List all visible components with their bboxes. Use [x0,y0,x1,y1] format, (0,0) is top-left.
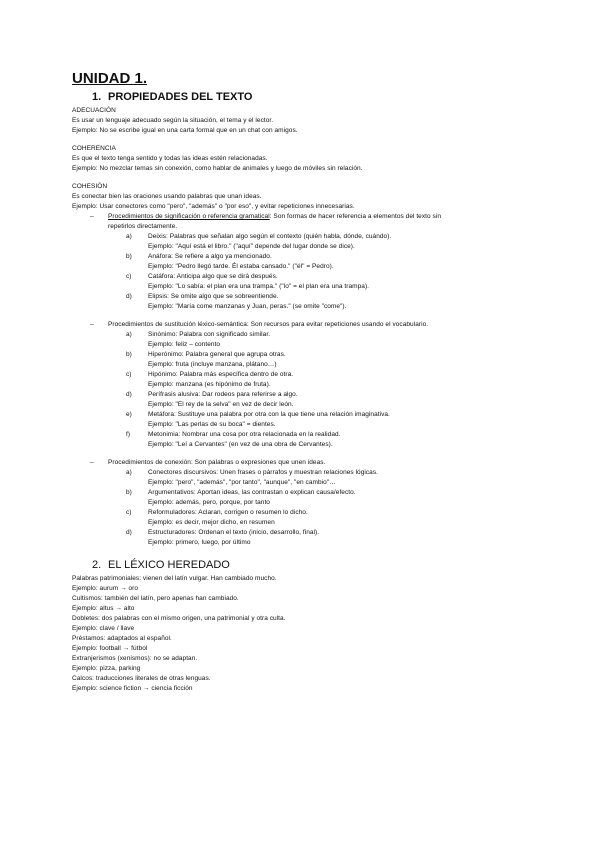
group-description: Procedimientos de conexión: Son palabras o expresiones que unen ideas. [108,459,326,466]
item-marker: b) [126,253,132,260]
unit-title: UNIDAD 1. [72,70,148,87]
lexico-example: Ejemplo: aurum → oro [72,585,139,592]
lexico-item: Calcos: traducciones literales de otras lenguas. [72,675,211,682]
lexico-example: Ejemplo: science fiction → ciencia ficción [72,685,193,692]
adecuacion-heading: ADECUACIÓN [72,107,116,114]
section-1-title: PROPIEDADES DEL TEXTO [108,91,253,103]
item-marker: b) [126,351,132,358]
lexico-example: Ejemplo: clave / llave [72,625,135,632]
item-text: Anáfora: Se refiere a algo ya mencionado. [148,253,272,260]
list-item [72,330,540,340]
item-text: Argumentativos: Aportan ideas, las contrastan o explican causa/efecto. [148,489,356,496]
item-text: Metáfora: Sustituye una palabra por otra con la que tiene una relación imaginativa. [148,411,390,418]
item-marker: f) [126,431,131,438]
item-example: Ejemplo: primero, luego, por último [148,539,251,546]
item-example: Ejemplo: además, pero, porque, por tanto [148,499,270,506]
item-text: Perífrasis alusiva: Dar rodeos para referirse a algo. [148,391,298,398]
adecuacion-definition: Es usar un lenguaje adecuado según la situación, el tema y el lector. [72,117,274,124]
item-marker: c) [126,509,132,516]
item-example: Ejemplo: "Aquí está el libro." ("aquí" depende del lugar donde se dice). [148,243,355,250]
section-1-heading [92,90,540,104]
item-text: Deixis: Palabras que señalan algo según el contexto (quién habla, dónde, cuándo). [148,233,392,240]
cohesion-group-conexion [72,458,540,468]
lexico-item: Cultismos: también del latín, pero apenas han cambiado. [72,595,239,602]
list-item [72,488,540,498]
lexico-item: Extranjerismos (xenismos): no se adaptan. [72,655,198,662]
lexico-example: Ejemplo: altus → alto [72,605,135,612]
item-text: Hipónimo: Palabra más específica dentro de otra. [148,371,294,378]
dash-bullet: – [90,321,94,328]
item-example: Ejemplo: feliz – contento [148,341,221,348]
list-item [72,232,540,242]
item-example: Ejemplo: "Las perlas de su boca" = dientes. [148,421,276,428]
dash-bullet: – [90,459,94,466]
list-item [72,292,540,302]
group-description: Procedimientos de sustitución léxico-semántica: Son recursos para evitar repeticiones usando el vocabulario. [108,321,429,328]
item-marker: c) [126,273,132,280]
item-marker: d) [126,529,132,536]
item-marker: b) [126,489,132,496]
cohesion-example: Ejemplo: Usar conectores como "pero", "además" o "por eso", y evitar repeticiones innecesarias. [72,203,355,210]
item-marker: a) [126,233,132,240]
section-2-heading [92,558,540,572]
item-example: Ejemplo: "El rey de la selva" en vez de decir león. [148,401,294,408]
list-item [72,370,540,380]
group-description: : Son formas de hacer referencia a elementos del texto sin [269,213,441,220]
item-marker: a) [126,469,132,476]
list-item [72,252,540,262]
item-example: Ejemplo: manzana (es hipónimo de fruta). [148,381,271,388]
group-lead: Procedimientos de significación o referencia gramatical [108,213,270,220]
lexico-item: Palabras patrimoniales: vienen del latín vulgar. Han cambiado mucho. [72,575,277,582]
item-example: Ejemplo: "Lo sabía: el plan era una trampa." ("lo" = el plan era una trampa). [148,283,370,290]
list-item [72,272,540,282]
list-item [72,508,540,518]
lexico-item: Dobletes: dos palabras con el mismo origen, una patrimonial y otra culta. [72,615,286,622]
list-item [72,410,540,420]
item-text: Metonimia: Nombrar una cosa por otra relacionada en la realidad. [148,431,341,438]
item-marker: a) [126,331,132,338]
dash-bullet: – [90,213,94,220]
cohesion-group-significacion [72,212,540,222]
adecuacion-example: Ejemplo: No se escribe igual en una carta formal que en un chat con amigos. [72,127,298,134]
cohesion-heading: COHESIÓN [72,183,108,190]
item-example: Ejemplo: fruta (incluye manzana, plátano…) [148,361,277,368]
cohesion-definition: Es conectar bien las oraciones usando palabras que unan ideas. [72,193,262,200]
group-description-continued: repetirlos directamente. [108,223,178,230]
item-text: Conectores discursivos: Unen frases o párrafos y muestran relaciones lógicas. [148,469,379,476]
item-text: Elipsis: Se omite algo que se sobreentiende. [148,293,279,300]
item-example: Ejemplo: "pero", "además", "por tanto", "aunque", "en cambio"… [148,479,336,486]
item-marker: c) [126,371,132,378]
item-marker: d) [126,391,132,398]
item-example: Ejemplo: "María come manzanas y Juan, peras." (se omite "come"). [148,303,347,310]
section-2-title: EL LÉXICO HEREDADO [108,559,230,571]
coherencia-example: Ejemplo: No mezclar temas sin conexión, como hablar de animales y luego de móviles sin relación. [72,165,363,172]
section-1-number: 1. [92,91,102,103]
list-item [72,528,540,538]
item-marker: d) [126,293,132,300]
lexico-example: Ejemplo: pizza, parking [72,665,141,672]
item-text: Sinónimo: Palabra con significado similar. [148,331,271,338]
list-item [72,390,540,400]
coherencia-definition: Es que el texto tenga sentido y todas las ideas estén relacionadas. [72,155,268,162]
list-item [72,468,540,478]
section-2-number: 2. [92,559,102,571]
lexico-item: Préstamos: adaptados al español. [72,635,172,642]
item-text: Hiperónimo: Palabra general que agrupa otras. [148,351,286,358]
list-item [72,350,540,360]
item-example: Ejemplo: "Leí a Cervantes" (en vez de una obra de Cervantes). [148,441,333,448]
item-marker: e) [126,411,132,418]
item-text: Catáfora: Anticipa algo que se dirá después. [148,273,278,280]
lexico-example: Ejemplo: football → fútbol [72,645,148,652]
cohesion-group-sustitucion [72,320,540,330]
item-example: Ejemplo: "Pedro llegó tarde. Él estaba cansado." ("él" = Pedro). [148,263,334,270]
coherencia-heading: COHERENCIA [72,145,116,152]
item-text: Estructuradores: Ordenan el texto (inicio, desarrollo, final). [148,529,320,536]
item-example: Ejemplo: es decir, mejor dicho, en resumen [148,519,275,526]
list-item [72,430,540,440]
item-text: Reformuladores: Aclaran, corrigen o resumen lo dicho. [148,509,308,516]
